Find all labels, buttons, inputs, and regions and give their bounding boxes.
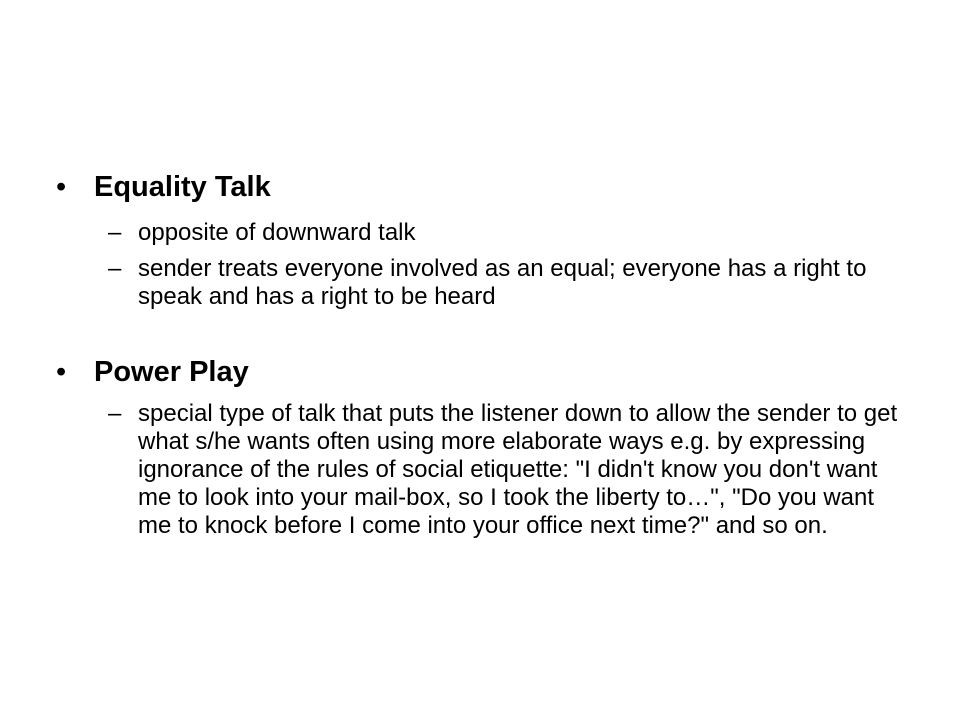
bullet-dot-icon: • [56,171,67,203]
dash-marker: – [108,219,122,246]
sub-item-text: special type of talk that puts the listener down to allow the sender to get what s/he wants often using more elaborate ways e.g. by expressing ignorance of the rules of social etiquette: "I didn't know you don't want me to look into your mail-box, so I took the liberty to…", "Do you want me to knock before I come into your office next time?" and so on. [138,400,898,539]
dash-marker: – [108,400,122,427]
heading-power-play: Power Play [94,356,249,388]
sub-item-text: opposite of downward talk [138,219,416,246]
sub-item-text: sender treats everyone involved as an equal; everyone has a right to speak and has a right to be heard [138,255,867,310]
dash-marker: – [108,255,122,282]
bullet-dot-icon: • [56,356,67,388]
heading-equality-talk: Equality Talk [94,171,271,203]
